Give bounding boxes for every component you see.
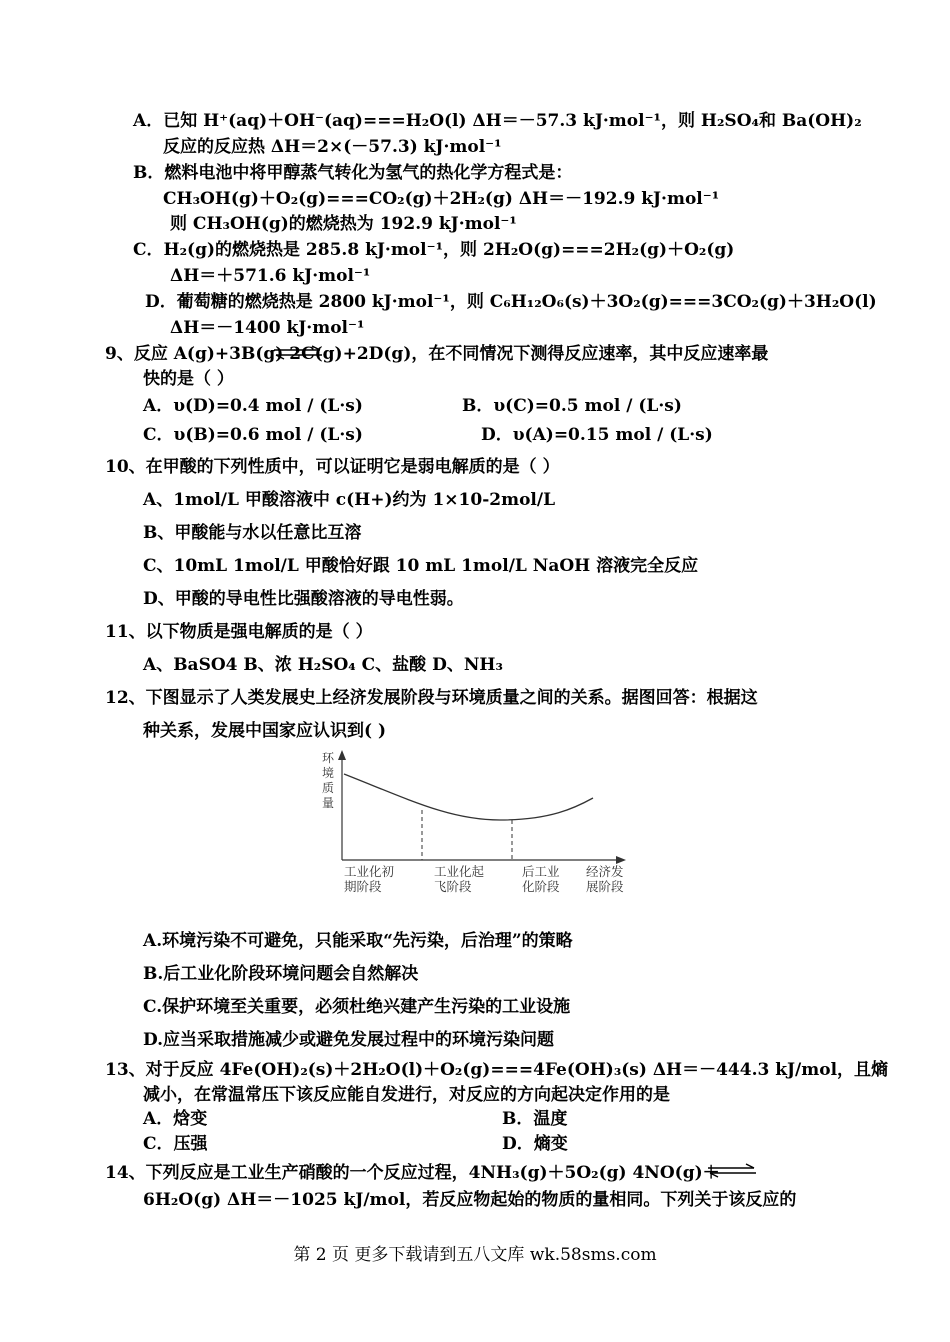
q8-option-b-line2: CH₃OH(g)＋O₂(g)===CO₂(g)＋2H₂(g) ΔH＝－192.9 kJ·mol⁻¹ [163, 189, 720, 209]
q10-stem: 10、在甲酸的下列性质中，可以证明它是弱电解质的是（ ） [105, 457, 560, 477]
q13-option-c: C．压强 [143, 1134, 208, 1154]
stage-label: 工业化初 [344, 864, 395, 879]
q12-option-d: D.应当采取措施减少或避免发展过程中的环境污染问题 [143, 1030, 555, 1050]
x-axis-arrow-icon [616, 856, 626, 864]
stage-label: 化阶段 [522, 879, 560, 894]
q13-option-a: A．焓变 [143, 1109, 208, 1129]
q14-stem-line1: 14、下列反应是工业生产硝酸的一个反应过程，4NH₃(g)＋5O₂(g) 4NO(g)＋ [105, 1163, 720, 1183]
q14-stem-line2: 6H₂O(g) ΔH＝－1025 kJ/mol，若反应物起始的物质的量相同。下列关于该反应的 [143, 1190, 797, 1210]
q10-option-d: D、甲酸的导电性比强酸溶液的导电性弱。 [143, 589, 464, 609]
q10-option-b: B、甲酸能与水以任意比互溶 [143, 523, 362, 543]
environment-quality-chart [300, 748, 650, 908]
stage-label: 展阶段 [586, 879, 624, 894]
y-axis-label-char: 质 [322, 781, 335, 795]
stage-label: 经济发 [586, 864, 624, 879]
equilibrium-arrow-icon [272, 344, 324, 362]
q11-stem: 11、以下物质是强电解质的是（ ） [105, 622, 373, 642]
q12-stem-line1: 12、下图显示了人类发展史上经济发展阶段与环境质量之间的关系。据图回答：根据这 [105, 688, 758, 708]
q9-option-d: D．υ(A)=0.15 mol / (L·s) [481, 425, 713, 445]
q12-option-c: C.保护环境至关重要，必须杜绝兴建产生污染的工业设施 [143, 997, 571, 1017]
q9-option-a: A．υ(D)=0.4 mol / (L·s) [143, 396, 363, 416]
q10-option-a: A、1mol/L 甲酸溶液中 c(H+)约为 1×10-2mol/L [143, 490, 556, 510]
q12-option-b: B.后工业化阶段环境问题会自然解决 [143, 964, 419, 984]
q13-option-b: B．温度 [502, 1109, 568, 1129]
q8-option-b-line1: B．燃料电池中将甲醇蒸气转化为氢气的热化学方程式是： [133, 163, 573, 183]
equilibrium-arrow-icon [706, 1162, 758, 1180]
q12-option-a: A.环境污染不可避免，只能采取“先污染，后治理”的策略 [143, 931, 573, 951]
q8-option-c-line1: C．H₂(g)的燃烧热是 285.8 kJ·mol⁻¹，则 2H₂O(g)===2H₂(g)＋O₂(g) [133, 240, 735, 260]
q9-option-c: C．υ(B)=0.6 mol / (L·s) [143, 425, 363, 445]
q10-option-c: C、10mL 1mol/L 甲酸恰好跟 10 mL 1mol/L NaOH 溶液完全反应 [143, 556, 699, 576]
q12-stem-line2: 种关系，发展中国家应认识到( ) [143, 721, 387, 741]
q13-stem-line1: 13、对于反应 4Fe(OH)₂(s)＋2H₂O(l)＋O₂(g)===4Fe(OH)₃(s) ΔH＝－444.3 kJ/mol，且熵 [105, 1060, 889, 1080]
q8-option-d-line1: D．葡萄糖的燃烧热是 2800 kJ·mol⁻¹，则 C₆H₁₂O₆(s)＋3O₂(g)===3CO₂(g)＋3H₂O(l) [145, 292, 877, 312]
q9-stem-line2: 快的是（ ） [143, 369, 234, 389]
q8-option-d-line2: ΔH＝－1400 kJ·mol⁻¹ [170, 318, 365, 338]
q8-option-a-line1: A．已知 H⁺(aq)＋OH⁻(aq)===H₂O(l) ΔH＝－57.3 kJ·mol⁻¹，则 H₂SO₄和 Ba(OH)₂ [133, 111, 862, 131]
q13-stem-line2: 减小，在常温常压下该反应能自发进行，对反应的方向起决定作用的是 [143, 1085, 670, 1105]
q13-option-d: D．熵变 [502, 1134, 568, 1154]
q9-stem-line1: 9、反应 A(g)+3B(g) 2C(g)+2D(g)，在不同情况下测得反应速率，其中反应速率最 [105, 344, 769, 364]
q8-option-a-line2: 反应的反应热 ΔH＝2×(－57.3) kJ·mol⁻¹ [163, 137, 502, 157]
y-axis-arrow-icon [338, 750, 346, 760]
page-footer: 第 2 页 更多下载请到五八文库 wk.58sms.com [293, 1245, 657, 1265]
stage-label: 后工业 [522, 864, 560, 879]
y-axis-label-char: 环 [322, 751, 335, 765]
y-axis-label-char: 境 [322, 766, 335, 780]
stage-label: 期阶段 [344, 879, 382, 894]
q9-option-b: B．υ(C)=0.5 mol / (L·s) [462, 396, 682, 416]
y-axis-label-char: 量 [322, 796, 335, 810]
q8-option-c-line2: ΔH＝＋571.6 kJ·mol⁻¹ [170, 266, 371, 286]
stage-label: 工业化起 [434, 864, 485, 879]
q11-options: A、BaSO4 B、浓 H₂SO₄ C、盐酸 D、NH₃ [143, 655, 503, 675]
q8-option-b-line3: 则 CH₃OH(g)的燃烧热为 192.9 kJ·mol⁻¹ [170, 214, 517, 234]
quality-curve [344, 774, 593, 820]
stage-label: 飞阶段 [434, 879, 472, 894]
